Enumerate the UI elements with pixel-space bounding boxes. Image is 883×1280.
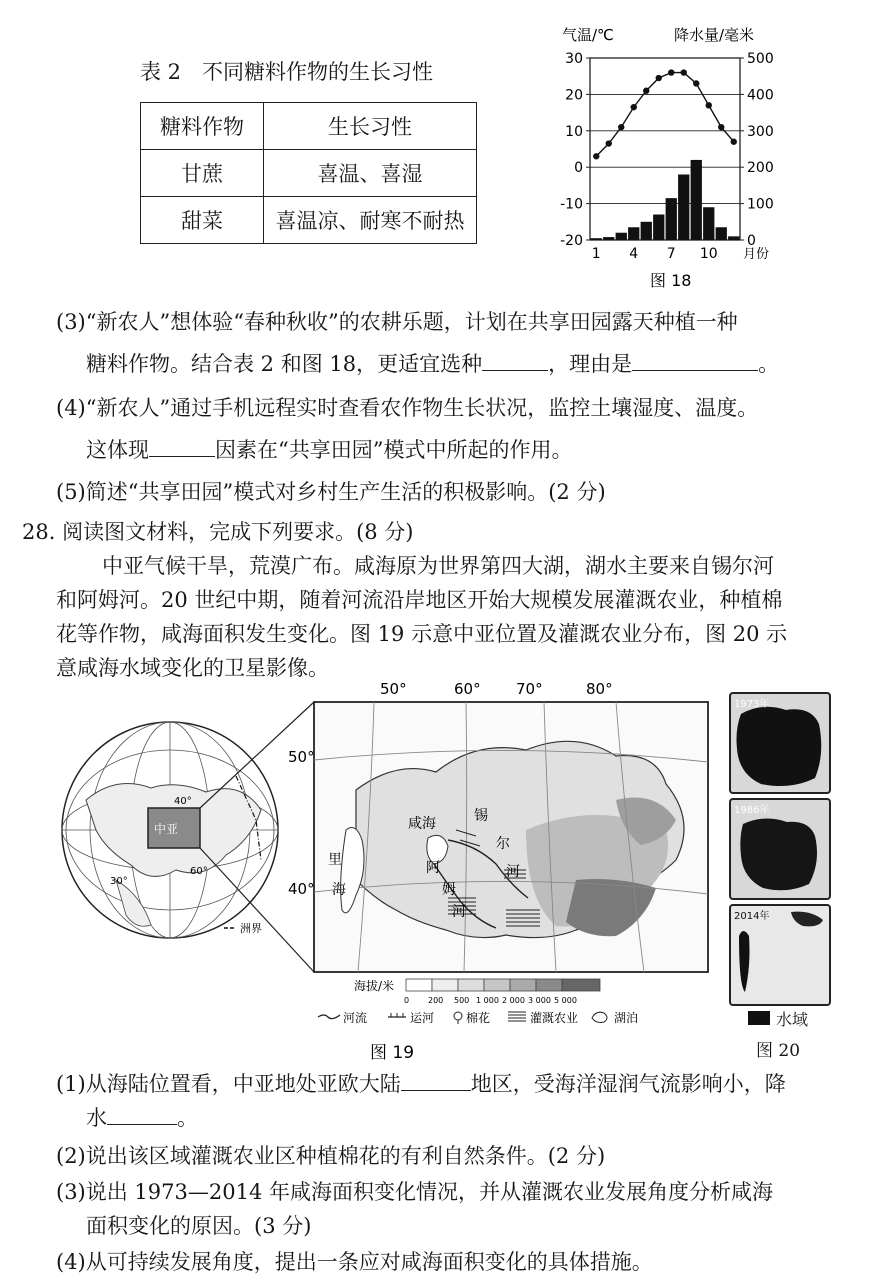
temp-tick-label: 0: [574, 160, 583, 177]
satellite-image-2014: [729, 904, 831, 1006]
lat-label: 50°: [288, 748, 315, 766]
q28-3-line2: 面积变化的原因。(3 分): [86, 1214, 312, 1238]
legend-canal: 运河: [410, 1011, 435, 1025]
lake-icon: [592, 1012, 607, 1022]
table-2-caption: 表 2 不同糖料作物的生长习性: [140, 60, 434, 84]
elevation-legend: [354, 978, 600, 1005]
cotton-icon: [454, 1012, 462, 1020]
temp-tick-label: 10: [565, 123, 583, 140]
year-label: 1986年: [734, 805, 770, 816]
q27-3-line2: [86, 348, 779, 380]
irrigation-icon: [508, 1012, 526, 1021]
lat-label: 40°: [288, 880, 315, 898]
month-axis-unit: 月份: [743, 247, 770, 262]
q27-4-text-a: 这体现: [86, 438, 149, 462]
table-cell: 甘蔗: [141, 150, 264, 197]
table-cell: 甜菜: [141, 197, 264, 244]
precip-bars: [591, 160, 740, 240]
q27-4-text-b: 因素在“共享田园”模式中所起的作用。: [215, 438, 573, 462]
q27-3-text-c: 。: [758, 352, 780, 376]
continental-border-legend: 洲界: [240, 922, 262, 935]
satellite-image-1973: [729, 692, 831, 794]
precip-bar: [616, 233, 627, 240]
globe-lat-label: 40°: [174, 796, 192, 807]
lon-label: 50°: [380, 680, 407, 698]
temp-point: [681, 69, 687, 75]
q28-3-line1: (3)说出 1973—2014 年咸海面积变化情况，并从灌溉农业发展角度分析咸海: [56, 1180, 773, 1204]
central-asia-map: [288, 680, 708, 972]
elevation-tick: 200: [428, 996, 444, 1005]
precip-tick-label: 300: [747, 123, 774, 140]
fig19-caption: 图 19: [370, 1043, 415, 1063]
temp-point: [606, 140, 612, 146]
precip-bar: [703, 207, 714, 240]
fig18-caption: 图 18: [650, 271, 692, 290]
elevation-tick: 0: [404, 996, 410, 1005]
temp-tick-label: -10: [560, 196, 583, 213]
precip-bar: [628, 227, 639, 240]
globe: [62, 722, 278, 938]
label-caspian-sea: 海: [332, 882, 346, 898]
precip-tick-label: 500: [747, 51, 774, 67]
precip-axis-unit: 降水量/毫米: [674, 26, 755, 44]
river-icon: [318, 1015, 340, 1019]
temp-tick-label: 20: [565, 87, 583, 104]
precip-bar: [716, 227, 727, 240]
q27-5: (5)简述“共享田园”模式对乡村生产生活的积极影响。(2 分): [56, 480, 606, 504]
table-cell: 喜温、喜湿: [264, 150, 477, 197]
temp-point: [631, 104, 637, 110]
label-caspian-sea: 里: [328, 852, 342, 868]
water-legend-swatch: [748, 1011, 770, 1025]
elevation-tick: 2 000: [502, 996, 525, 1005]
table-cell: 喜温凉、耐寒不耐热: [264, 197, 477, 244]
year-label: 2014年: [734, 911, 770, 922]
precip-bar: [653, 215, 664, 240]
precip-bar: [591, 238, 602, 240]
temp-point: [618, 124, 624, 130]
temp-point: [593, 153, 599, 159]
table-row: [141, 150, 477, 197]
legend-irrigation: 灌溉农业: [530, 1011, 579, 1025]
label-amu-darya: 阿: [426, 860, 440, 876]
label-amu-darya: 河: [452, 904, 466, 920]
precip-tick-label: 0: [747, 233, 756, 249]
label-syr-darya: 锡: [474, 808, 488, 824]
elevation-unit: 海拔/米: [354, 979, 395, 993]
q28-1-line1: [56, 1068, 786, 1100]
temp-tick-label: 30: [565, 51, 583, 67]
elevation-tick: 5 000: [554, 996, 577, 1005]
q27-3-text-a: 糖料作物。结合表 2 和图 18，更适宜选种: [86, 352, 483, 376]
precip-tick-label: 100: [747, 196, 774, 213]
elevation-tick: 3 000: [528, 996, 551, 1005]
precip-tick-label: 200: [747, 160, 774, 177]
temp-point: [656, 75, 662, 81]
q28-1-line2: [86, 1102, 198, 1134]
q28-4: (4)从可持续发展角度，提出一条应对咸海面积变化的具体措施。: [56, 1250, 653, 1274]
year-label: 1973年: [734, 699, 770, 710]
month-tick-label: 4: [629, 246, 639, 262]
label-aral-sea: 咸海: [408, 816, 436, 832]
q28-para-line4: 意咸海水域变化的卫星影像。: [56, 656, 329, 680]
table-header-crop: 糖料作物: [141, 103, 264, 150]
q28-1-text-a: (1)从海陆位置看，中亚地处亚欧大陆: [56, 1072, 401, 1096]
precip-bar: [641, 222, 652, 240]
temp-polyline: [596, 73, 734, 157]
q28-1-text-b: 地区，受海洋湿润气流影响小，降: [470, 1072, 786, 1096]
temp-point: [668, 69, 674, 75]
temp-axis-unit: 气温/℃: [562, 26, 614, 44]
q27-4-line2: [86, 434, 572, 466]
label-amu-darya: 姆: [442, 882, 456, 898]
q27-3-text-b: ，理由是: [548, 352, 633, 376]
answer-blank[interactable]: [482, 350, 548, 371]
precip-bar: [666, 198, 677, 240]
temp-point: [706, 102, 712, 108]
month-tick-label: 1: [591, 246, 601, 262]
temp-line: [593, 69, 737, 159]
growth-habit-table: [140, 102, 477, 244]
q28-para-line3: 花等作物，咸海面积发生变化。图 19 示意中亚位置及灌溉农业分布，图 20 示: [56, 622, 788, 646]
precip-bar: [691, 160, 702, 240]
q28-para-line1: 中亚气候干旱，荒漠广布。咸海原为世界第四大湖，湖水主要来自锡尔河: [102, 554, 774, 578]
answer-blank[interactable]: [107, 1104, 177, 1125]
plot-frame: [590, 58, 740, 240]
legend-river: 河流: [343, 1011, 368, 1025]
q28-title: 28. 阅读图文材料，完成下列要求。(8 分): [22, 520, 414, 544]
central-asia-map-figure: [56, 680, 716, 1070]
fig20-caption: 图 20: [756, 1041, 801, 1061]
q28-2: (2)说出该区域灌溉农业区种植棉花的有利自然条件。(2 分): [56, 1144, 606, 1168]
temp-point: [718, 124, 724, 130]
precip-tick-label: 400: [747, 87, 774, 104]
temp-point: [693, 80, 699, 86]
lon-label: 80°: [586, 680, 613, 698]
month-tick-label: 7: [666, 246, 676, 262]
legend-lake: 湖泊: [614, 1011, 639, 1025]
table-row: [141, 197, 477, 244]
q27-3-line1: (3)“新农人”想体验“春种秋收”的农耕乐题，计划在共享田园露天种植一种: [56, 310, 738, 334]
label-syr-darya: 河: [506, 864, 520, 880]
table-header-habit: 生长习性: [264, 103, 477, 150]
answer-blank[interactable]: [632, 350, 758, 371]
globe-label-central-asia: 中亚: [154, 822, 179, 836]
legend-cotton: 棉花: [466, 1011, 491, 1025]
temp-tick-label: -20: [560, 233, 583, 249]
elevation-tick: 500: [454, 996, 470, 1005]
temp-point: [643, 88, 649, 94]
answer-blank[interactable]: [149, 436, 215, 457]
answer-blank[interactable]: [401, 1070, 471, 1091]
lon-label: 60°: [454, 680, 481, 698]
label-syr-darya: 尔: [496, 836, 510, 852]
table-row: [141, 103, 477, 150]
precip-bar: [728, 236, 739, 240]
q28-1-text-c: 水: [86, 1106, 107, 1130]
symbol-legend: [318, 1010, 638, 1025]
q28-1-text-d: 。: [177, 1106, 198, 1130]
temp-point: [731, 139, 737, 145]
elevation-tick: 1 000: [476, 996, 499, 1005]
climate-chart: [550, 18, 790, 290]
month-tick-label: 10: [699, 246, 718, 262]
globe-lon-label: 30°: [110, 876, 128, 887]
water-legend-label: 水域: [776, 1010, 809, 1029]
q27-4-line1: (4)“新农人”通过手机远程实时查看农作物生长状况，监控土壤湿度、温度。: [56, 396, 759, 420]
lon-label: 70°: [516, 680, 543, 698]
satellite-image-1986: [729, 798, 831, 900]
globe-lon-label: 60°: [190, 866, 208, 877]
precip-bar: [603, 237, 614, 240]
q28-para-line2: 和阿姆河。20 世纪中期，随着河流沿岸地区开始大规模发展灌溉农业，种植棉: [56, 588, 783, 612]
precip-bar: [678, 174, 689, 240]
